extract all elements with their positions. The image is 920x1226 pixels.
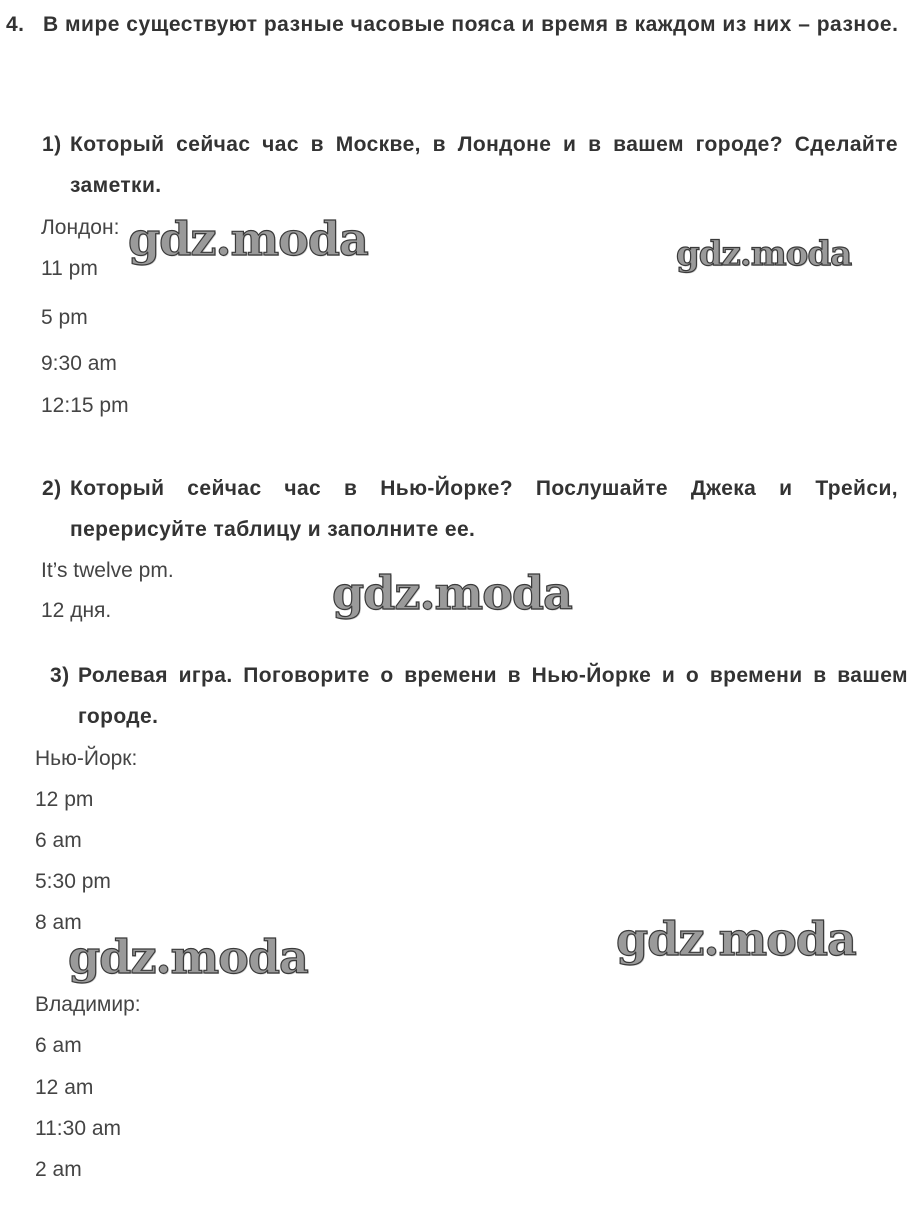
answer-line: 12 am (35, 1076, 94, 1099)
subtask-2-title: Который сейчас час в Нью-Йорке? Послушайте Джека и Трейси, перерисуйте таблицу и заполните ее. (70, 477, 898, 541)
answer-line: 5:30 pm (35, 870, 111, 893)
answer-line: Нью-Йорк: (35, 747, 138, 770)
answer-line: 11:30 am (35, 1117, 121, 1140)
subtask-3-number: 3) (50, 664, 70, 687)
answer-line: 11 pm (41, 257, 98, 280)
answer-line: 12 дня. (41, 599, 112, 622)
answer-line: It’s twelve pm. (41, 559, 174, 582)
subtask-3-heading (50, 655, 908, 737)
subtask-2-number: 2) (42, 477, 62, 500)
answer-line: 12:15 pm (41, 394, 129, 417)
answer-line: 9:30 am (41, 352, 117, 375)
subtask-1-heading (42, 124, 898, 206)
answer-line: Владимир: (35, 993, 141, 1016)
subtask-1-title: Который сейчас час в Москве, в Лондоне и в вашем городе? Сделайте заметки. (70, 133, 898, 197)
subtask-2-heading (42, 468, 898, 550)
watermark: gdz.moda (68, 930, 308, 984)
answer-line: 6 am (35, 829, 82, 852)
watermark: gdz.moda (616, 912, 856, 966)
task-title: В мире существуют разные часовые пояса и время в каждом из них – разное. (43, 13, 899, 36)
subtask-3-title: Ролевая игра. Поговорите о времени в Нью-Йорке и о времени в вашем городе. (78, 664, 908, 728)
answer-line: Лондон: (41, 216, 120, 239)
watermark: gdz.moda (676, 234, 852, 274)
answer-line: 6 am (35, 1034, 82, 1057)
answer-line: 5 pm (41, 306, 88, 329)
task-4-heading (6, 4, 906, 45)
answer-line: 12 pm (35, 788, 94, 811)
answer-line: 2 am (35, 1158, 82, 1181)
watermark: gdz.moda (332, 566, 572, 620)
task-number: 4. (6, 13, 25, 36)
answer-line: 8 am (35, 911, 82, 934)
subtask-1-number: 1) (42, 133, 62, 156)
watermark: gdz.moda (128, 212, 368, 266)
